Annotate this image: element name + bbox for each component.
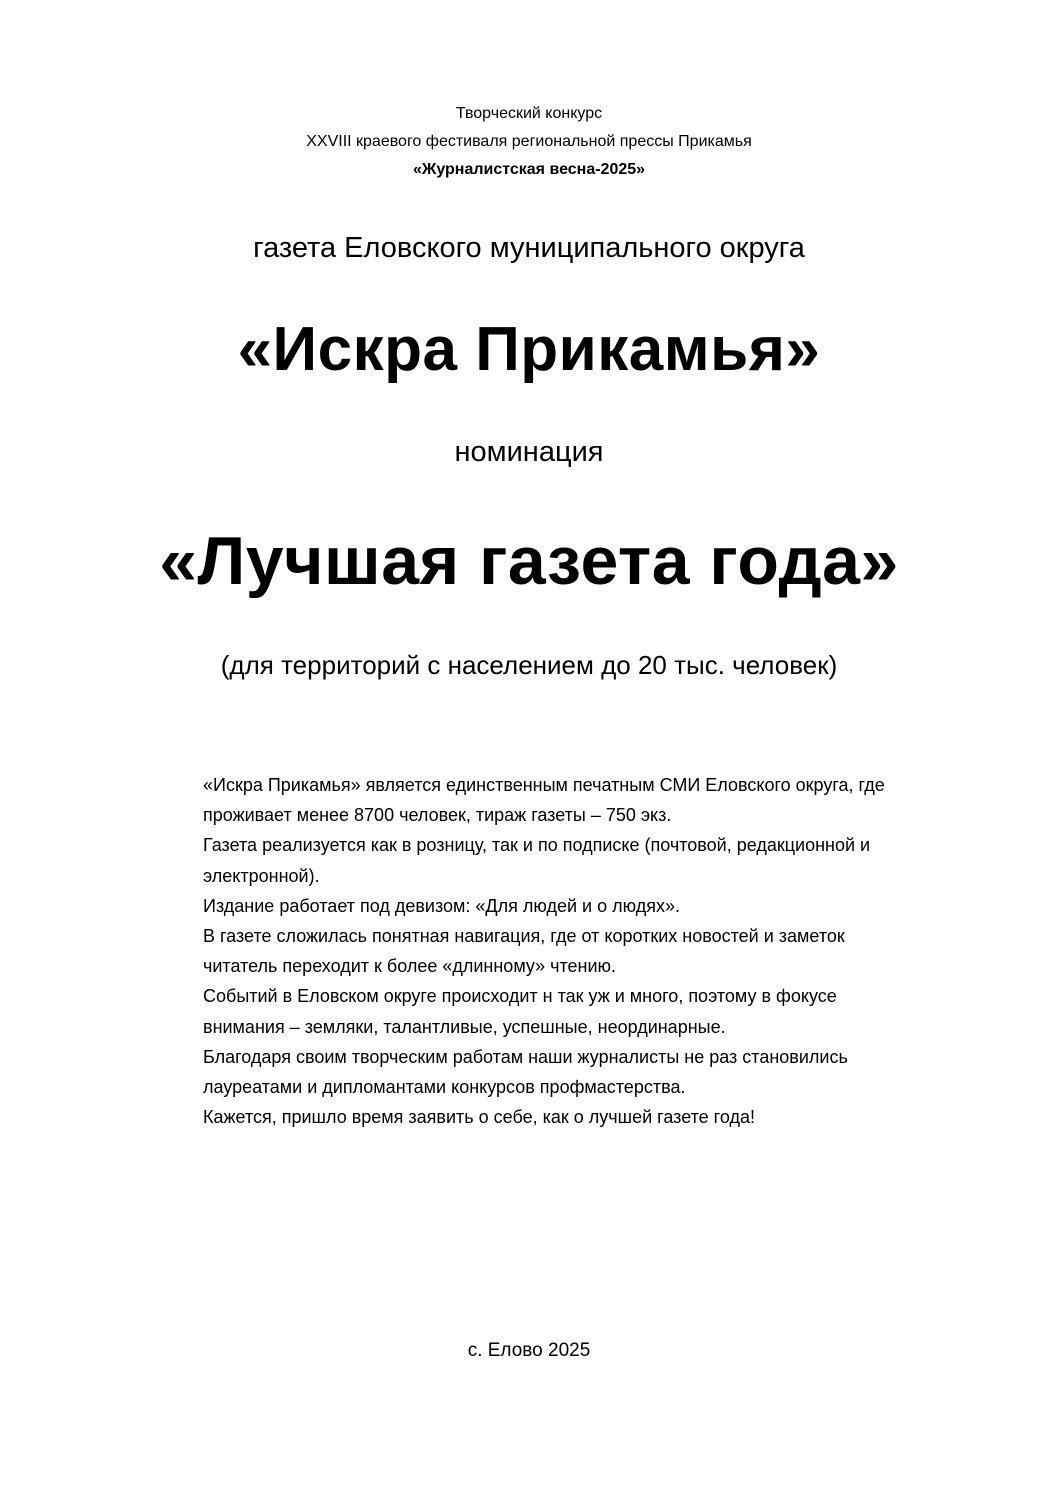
newspaper-intro: газета Еловского муниципального округа xyxy=(253,232,805,264)
description-line: Кажется, пришло время заявить о себе, как о лучшей газете года! xyxy=(203,1107,755,1128)
description-line: читатель переходит к более «длинному» чтению. xyxy=(203,956,617,977)
footer-place-year: с. Елово 2025 xyxy=(467,1340,591,1361)
header-contest-label: Творческий конкурс xyxy=(455,105,603,122)
nomination-label: номинация xyxy=(454,436,604,468)
header-festival-name: «Журналистская весна-2025» xyxy=(412,161,646,178)
description-line: электронной). xyxy=(203,865,320,886)
description-text xyxy=(203,770,963,1132)
description-line: Издание работает под девизом: «Для людей и о людях». xyxy=(203,895,680,916)
description-line: Газета реализуется как в розницу, так и по подписке (почтовой, редакционной и xyxy=(203,835,871,856)
description-line: внимания – земляки, талантливые, успешные, неординарные. xyxy=(203,1016,726,1037)
newspaper-name: «Искра Прикамья» xyxy=(237,315,821,384)
description-line: лауреатами и дипломантами конкурсов профмастерства. xyxy=(203,1077,686,1098)
description-line: В газете сложилась понятная навигация, где от коротких новостей и заметок xyxy=(203,926,845,947)
description-line: Благодаря своим творческим работам наши журналисты не раз становились xyxy=(203,1046,848,1067)
nomination-title: «Лучшая газета года» xyxy=(159,523,899,599)
description-line: Событий в Еловском округе происходит н так уж и много, поэтому в фокусе xyxy=(203,986,837,1007)
description-line: «Искра Прикамья» является единственным печатным СМИ Еловского округа, где xyxy=(203,775,885,795)
description-line: проживает менее 8700 человек, тираж газеты – 750 экз. xyxy=(203,805,672,826)
header-festival-label: XXVIII краевого фестиваля региональной прессы Прикамья xyxy=(306,133,752,150)
nomination-note: (для территорий с населением до 20 тыс. человек) xyxy=(220,650,838,680)
